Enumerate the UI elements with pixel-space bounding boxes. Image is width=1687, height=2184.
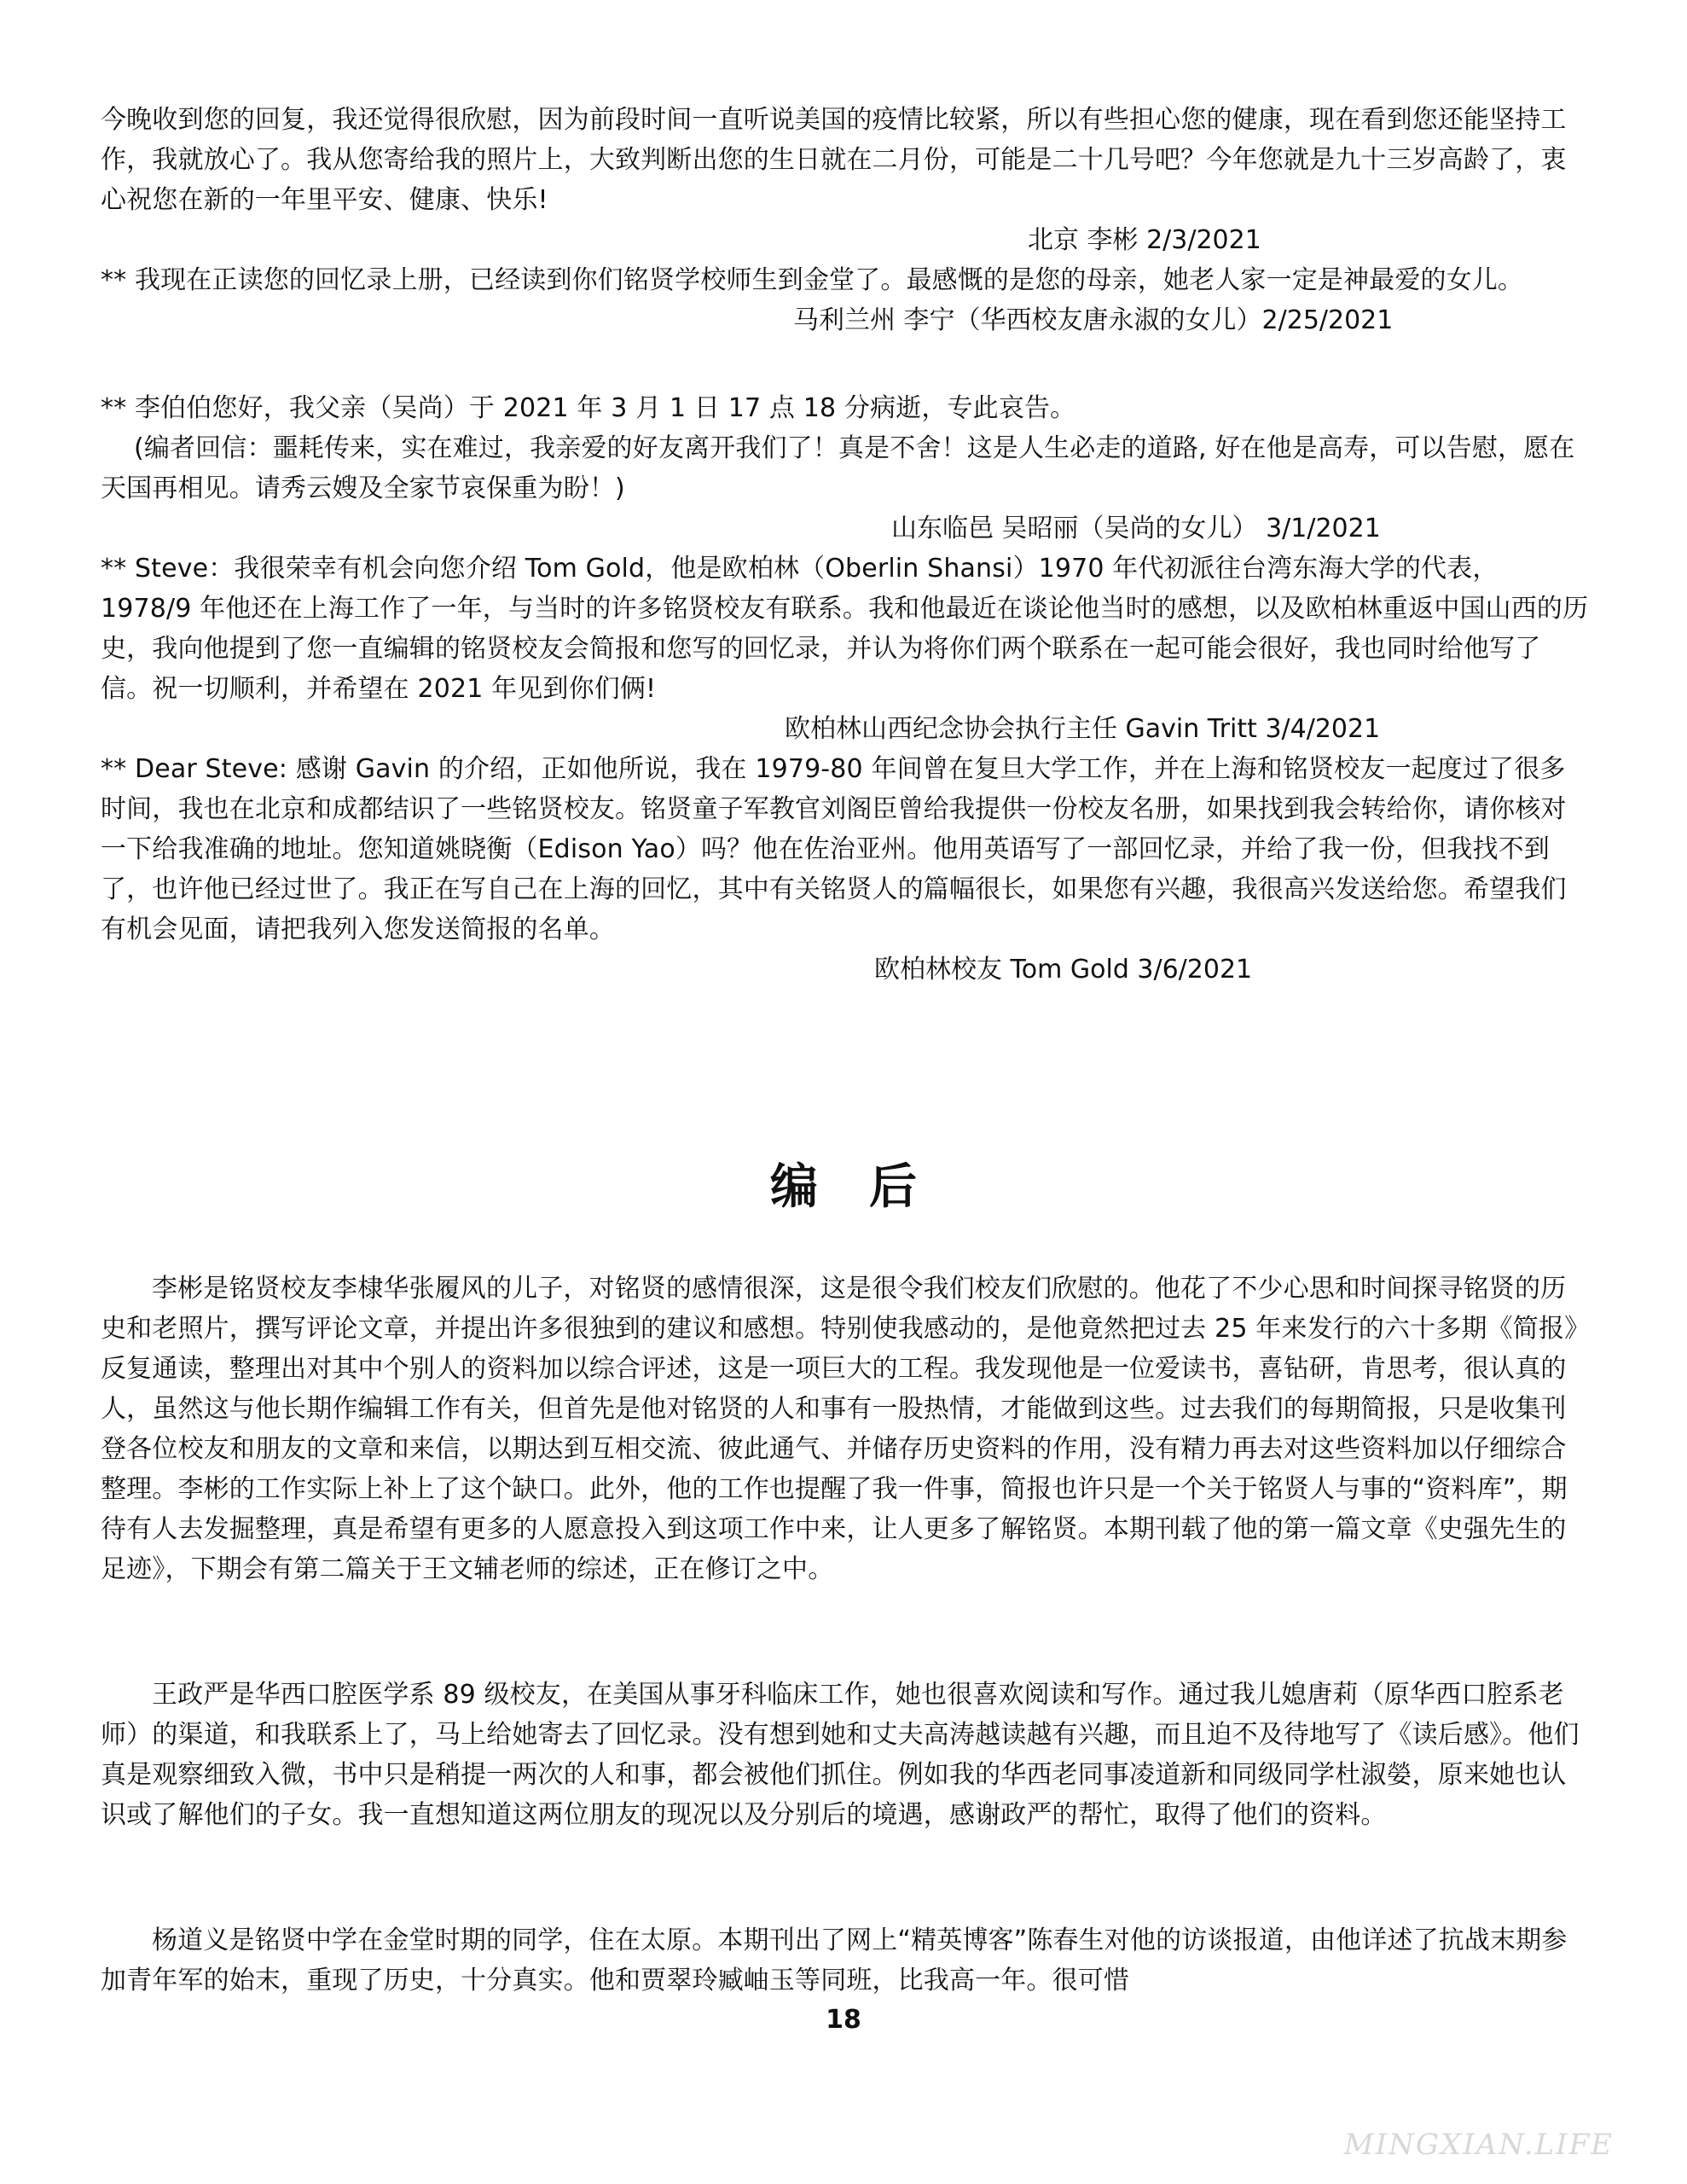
afterword-paragraph: 王政严是华西口腔医学系 89 级校友，在美国从事牙科临床工作，她也很喜欢阅读和写作。通过我儿媳唐莉（原华西口腔系老师）的渠道，和我联系上了，马上给她寄去了回忆录。没有想到她和丈夫高涛越读越有兴趣，而且迫不及待地写了《读后感》。他们真是观察细致入微，书中只是稍提一两次的人和事，都会被他们抓住。例如我的华西老同事凌道新和同级同学杜淑嫈，原来她也认识或了解他们的子女。我一直想知道这两位朋友的现况以及分别后的境遇，感谢政严的帮忙，取得了他们的资料。	[101, 1680, 1580, 1830]
letter-text: ** 我现在正读您的回忆录上册，已经读到你们铭贤学校师生到金堂了。最感慨的是您的母亲，她老人家一定是神最爱的女儿。	[101, 265, 1524, 295]
letter-text: ** Dear Steve: 感谢 Gavin 的介绍，正如他所说，我在 1979-80 年间曾在复旦大学工作，并在上海和铭贤校友一起度过了很多时间，我也在北京和成都结识了一些铭贤校友。铭贤童子军教官刘阁臣曾给我提供一份校友名册，如果找到我会转给你，请你核对一下给我准确的地址。您知道姚晓衡（Edison Yao）吗？他在佐治亚州。他用英语写了一部回忆录，并给了我一份，但我找不到了，也许他已经过世了。我正在写自己在上海的回忆，其中有关铭贤人的篇幅很长，如果您有兴趣，我很高兴发送给您。希望我们有机会见面，请把我列入您发送简报的名单。	[101, 754, 1567, 944]
page-number: 18	[826, 2005, 861, 2035]
letter-text: ** 李伯伯您好，我父亲（吴尚）于 2021 年 3 月 1 日 17 点 18 分病逝，专此哀告。	[101, 393, 1076, 423]
watermark: MINGXIAN.LIFE	[1343, 2128, 1614, 2162]
letter-signature: 欧柏林山西纪念协会执行主任 Gavin Tritt 3/4/2021	[785, 714, 1381, 744]
letter-signature: 北京 李彬 2/3/2021	[1028, 225, 1261, 255]
letter-text: 今晚收到您的回复，我还觉得很欣慰，因为前段时间一直听说美国的疫情比较紧，所以有些担心您的健康，现在看到您还能坚持工作，我就放心了。我从您寄给我的照片上，大致判断出您的生日就在二月份，可能是二十几号吧？今年您就是九十三岁高龄了，衷心祝您在新的一年里平安、健康、快乐!	[101, 105, 1567, 215]
letter-signature: 山东临邑 吴昭丽（吴尚的女儿） 3/1/2021	[891, 514, 1381, 543]
letter-signature: 马利兰州 李宁（华西校友唐永淑的女儿）2/25/2021	[793, 305, 1394, 335]
letter-text: ** Steve：我很荣幸有机会向您介绍 Tom Gold，他是欧柏林（Oberlin Shansi）1970 年代初派往台湾东海大学的代表， 1978/9 年他还在上海工作了一年，与当时的许多铭贤校友有联系。我和他最近在谈论他当时的感想，以及欧柏林重返中国山西的历史，我向他提到了您一直编辑的铭贤校友会简报和您写的回忆录，并认为将你们两个联系在一起可能会很好，我也同时给他写了信。祝一切顺利，并希望在 2021 年见到你们俩!	[101, 554, 1589, 704]
editor-reply: (编者回信：噩耗传来，实在难过，我亲爱的好友离开我们了！真是不舍！这是人生必走的道路, 好在他是高寿，可以告慰，愿在天国再相见。请秀云嫂及全家节哀保重为盼！)	[101, 433, 1575, 503]
afterword-paragraph: 李彬是铭贤校友李棣华张履风的儿子，对铭贤的感情很深，这是很令我们校友们欣慰的。他花了不少心思和时间探寻铭贤的历史和老照片，撰写评论文章，并提出许多很独到的建议和感想。特别使我感动的，是他竟然把过去 25 年来发行的六十多期《简报》反复通读，整理出对其中个别人的资料加以综合评述，这是一项巨大的工程。我发现他是一位爱读书，喜钻研，肯思考，很认真的人，虽然这与他长期作编辑工作有关，但首先是他对铭贤的人和事有一股热情，才能做到这些。过去我们的每期简报，只是收集刊登各位校友和朋友的文章和来信，以期达到互相交流、彼此通气、并储存历史资料的作用，没有精力再去对这些资料加以仔细综合整理。李彬的工作实际上补上了这个缺口。此外，他的工作也提醒了我一件事，简报也许只是一个关于铭贤人与事的“资料库”，期待有人去发掘整理，真是希望有更多的人愿意投入到这项工作中来，让人更多了解铭贤。本期刊载了他的第一篇文章《史强先生的足迹》，下期会有第二篇关于王文辅老师的综述，正在修订之中。	[101, 1274, 1578, 1584]
afterword-paragraph: 杨道义是铭贤中学在金堂时期的同学，住在太原。本期刊出了网上“精英博客”陈春生对他的访谈报道，由他详述了抗战末期参加青年军的始末，重现了历史，十分真实。他和贾翠玲臧岫玉等同班，比我高一年。很可惜	[101, 1926, 1568, 1995]
afterword-title: 编后	[770, 1159, 968, 1215]
letter-signature: 欧柏林校友 Tom Gold 3/6/2021	[874, 955, 1253, 985]
